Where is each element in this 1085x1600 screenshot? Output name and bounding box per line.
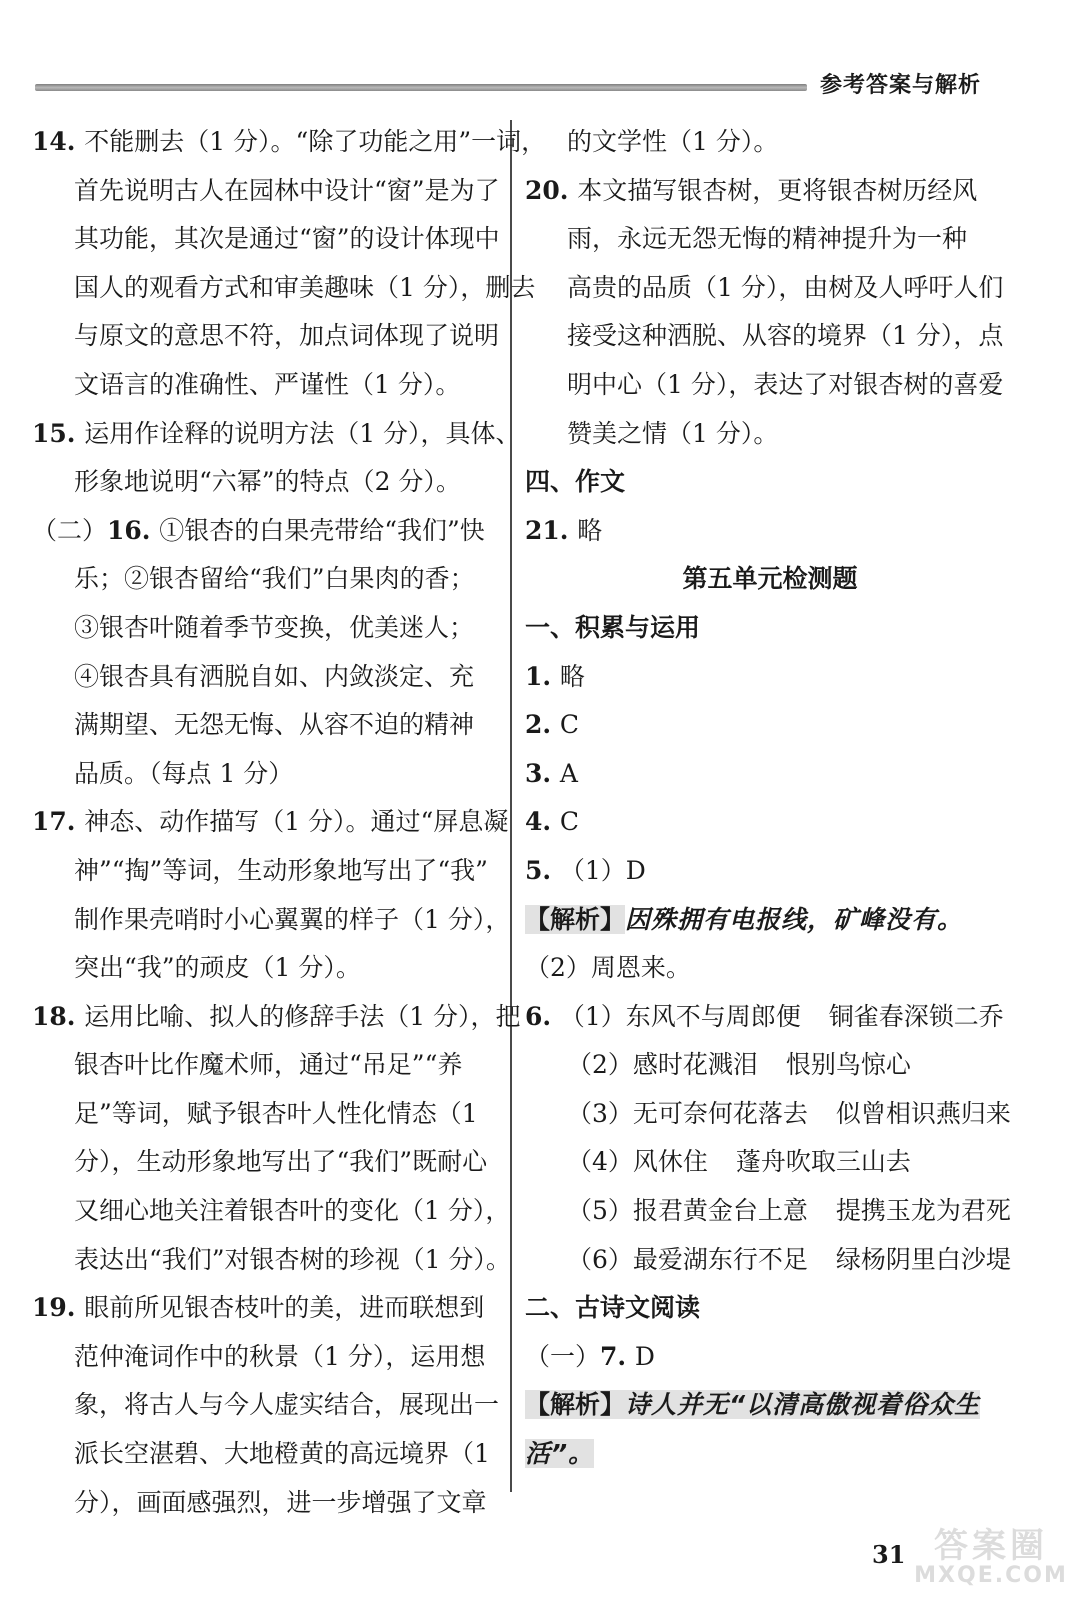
poem-line-b: 铜雀春深锁二乔 [828,1001,1004,1031]
question-number: 20. [525,175,578,205]
poem-line-a: （6）最爱湖东行不足 [567,1244,808,1274]
answer-text: 分），生动形象地写出了“我们”既耐心 [74,1147,488,1177]
answer-text: 与原文的意思不符，加点词体现了说明 [74,321,500,351]
right-column [525,118,1011,1479]
analysis-text: 诗人并无“以清高傲视着俗众生 [625,1390,981,1420]
answer-text: A [559,758,578,788]
poem-line-a: （5）报君黄金台上意 [567,1196,808,1226]
poem-line-a: （4）风休住 [567,1147,708,1177]
section-label: （一） [525,1341,601,1371]
answer-4 [525,798,995,847]
poem-line-b: 提携玉龙为君死 [835,1196,1011,1226]
section-heading-composition: 四、作文 [525,467,626,497]
answer-text: 雨，永远无怨无悔的精神提升为一种 [567,224,968,254]
analysis-tag: 【解析】 [525,1390,626,1420]
answer-text: 其功能，其次是通过“窗”的设计体现中 [74,224,500,254]
question-number: 17. [32,807,85,837]
answer-text: 高贵的品质（1 分），由树及人呼吁人们 [567,272,1004,302]
answer-2 [525,701,995,750]
answer-text: 眼前所见银杏枝叶的美，进而联想到 [84,1293,485,1323]
answer-text: 足”等词，赋予银杏叶人性化情态（1 [74,1098,478,1128]
answer-text: 范仲淹词作中的秋景（1 分），运用想 [74,1341,486,1371]
question-number: 19. [32,1293,85,1323]
poem-line-b: 似曾相识燕归来 [835,1098,1011,1128]
page-number: 31 [872,1540,906,1569]
answer-14 [32,118,547,410]
answer-text: 赞美之情（1 分）。 [567,418,779,448]
watermark-logo [905,1518,1077,1594]
question-number: 18. [32,1001,85,1031]
answer-text: 接受这种洒脱、从容的境界（1 分），点 [567,321,1004,351]
question-number: 15. [32,418,85,448]
answer-text: 国人的观看方式和审美趣味（1 分），删去 [74,272,536,302]
answer-text: 运用比喻、拟人的修辞手法（1 分），把 [84,1001,521,1031]
answer-19 [32,1284,502,1527]
answer-text: 不能删去（1 分）。“除了功能之用”一词， [84,127,547,156]
answer-text: 本文描写银杏树，更将银杏树历经风 [577,175,978,205]
poem-line-b: 蓬舟吹取三山去 [735,1147,911,1177]
column-divider [510,120,512,1492]
question-number: 4. [525,807,560,837]
answer-text: D [634,1341,655,1371]
answer-text: 文语言的准确性、严谨性（1 分）。 [74,369,461,399]
unit-test-title: 第五单元检测题 [682,564,858,594]
poem-line-a: （1）东风不与周郎便 [559,1001,801,1031]
answer-5-part2: （2）周恩来。 [525,953,691,983]
watermark-sub: MXQE.COM [914,1563,1068,1588]
analysis-7 [525,1381,995,1430]
answer-text: 突出“我”的顽皮（1 分）。 [74,953,361,983]
poem-line-a: （2）感时花溅泪 [567,1050,758,1080]
answer-17 [32,798,511,992]
answer-text: ③银杏叶随着季节变换，优美迷人； [74,612,475,642]
answer-text: 制作果壳哨时小心翼翼的样子（1 分）， [74,904,511,934]
question-number: 5. [525,855,560,885]
answer-3 [525,750,995,799]
question-number: 2. [525,710,560,740]
analysis-tag: 【解析】 [525,904,626,934]
section-label: （二） [32,515,108,545]
poem-line-a: （3）无可奈何花落去 [567,1098,808,1128]
answer-19-continued: 的文学性（1 分）。 [567,127,779,156]
answer-text: 略 [577,515,603,545]
header-rule [35,84,807,91]
answer-text: 形象地说明“六幂”的特点（2 分）。 [74,467,461,497]
poem-line-b: 恨别鸟惊心 [785,1050,911,1080]
answer-text: ①银杏的白果壳带给“我们”快 [159,515,485,545]
answer-text: C [559,807,579,837]
answer-1 [525,653,995,702]
question-number: 7. [600,1341,635,1371]
answer-text: 象，将古人与今人虚实结合，展现出一 [74,1390,500,1420]
answer-text: C [559,710,579,740]
answer-text: （1）D [559,855,646,885]
answer-text: 满期望、无怨无悔、从容不迫的精神 [74,710,475,740]
answer-text: 明中心（1 分），表达了对银杏树的喜爱 [567,369,1004,399]
answer-text: 神态、动作描写（1 分）。通过“屏息凝 [84,807,509,837]
question-number: 14. [32,127,85,156]
analysis-text: 因殊拥有电报线，矿峰没有。 [625,904,964,934]
question-number: 6. [525,1001,560,1031]
answer-15 [32,410,521,507]
answer-5 [525,847,995,896]
answer-text: 又细心地关注着银杏叶的变化（1 分）， [74,1196,511,1226]
answer-21 [525,507,995,556]
answer-7 [525,1333,995,1382]
answer-6 [525,993,1011,1285]
answer-text: 品质。（每点 1 分） [74,758,294,788]
watermark-main: 答案圈 [934,1526,1048,1566]
section-heading-accumulation: 一、积累与运用 [525,612,701,642]
analysis-5 [525,896,995,945]
answer-text: 略 [559,661,585,691]
answer-text: 表达出“我们”对银杏树的珍视（1 分）。 [74,1244,511,1274]
question-number: 21. [525,515,578,545]
answer-text: ④银杏具有洒脱自如、内敛淡定、充 [74,661,475,691]
answer-16 [32,507,502,799]
answer-text: 运用作诠释的说明方法（1 分），具体、 [84,418,521,448]
question-number: 1. [525,661,560,691]
page-header-title: 参考答案与解析 [820,73,982,98]
answer-18 [32,993,521,1285]
answer-text: 分），画面感强烈，进一步增强了文章 [74,1487,487,1517]
answer-text: 神”“掏”等词，生动形象地写出了“我” [74,855,488,885]
poem-line-b: 绿杨阴里白沙堤 [835,1244,1011,1274]
left-column [32,118,547,1527]
answer-text: 首先说明古人在园林中设计“窗”是为了 [74,175,500,205]
section-heading-poetry-reading: 二、古诗文阅读 [525,1293,701,1323]
answer-text: 乐；②银杏留给“我们”白果肉的香； [74,564,475,594]
answer-20 [525,167,1004,459]
answer-text: 派长空湛碧、大地橙黄的高远境界（1 [74,1439,490,1469]
question-number: 16. [107,515,160,545]
analysis-text: 活”。 [525,1439,595,1469]
answer-text: 银杏叶比作魔术师，通过“吊足”“养 [74,1050,463,1080]
question-number: 3. [525,758,560,788]
